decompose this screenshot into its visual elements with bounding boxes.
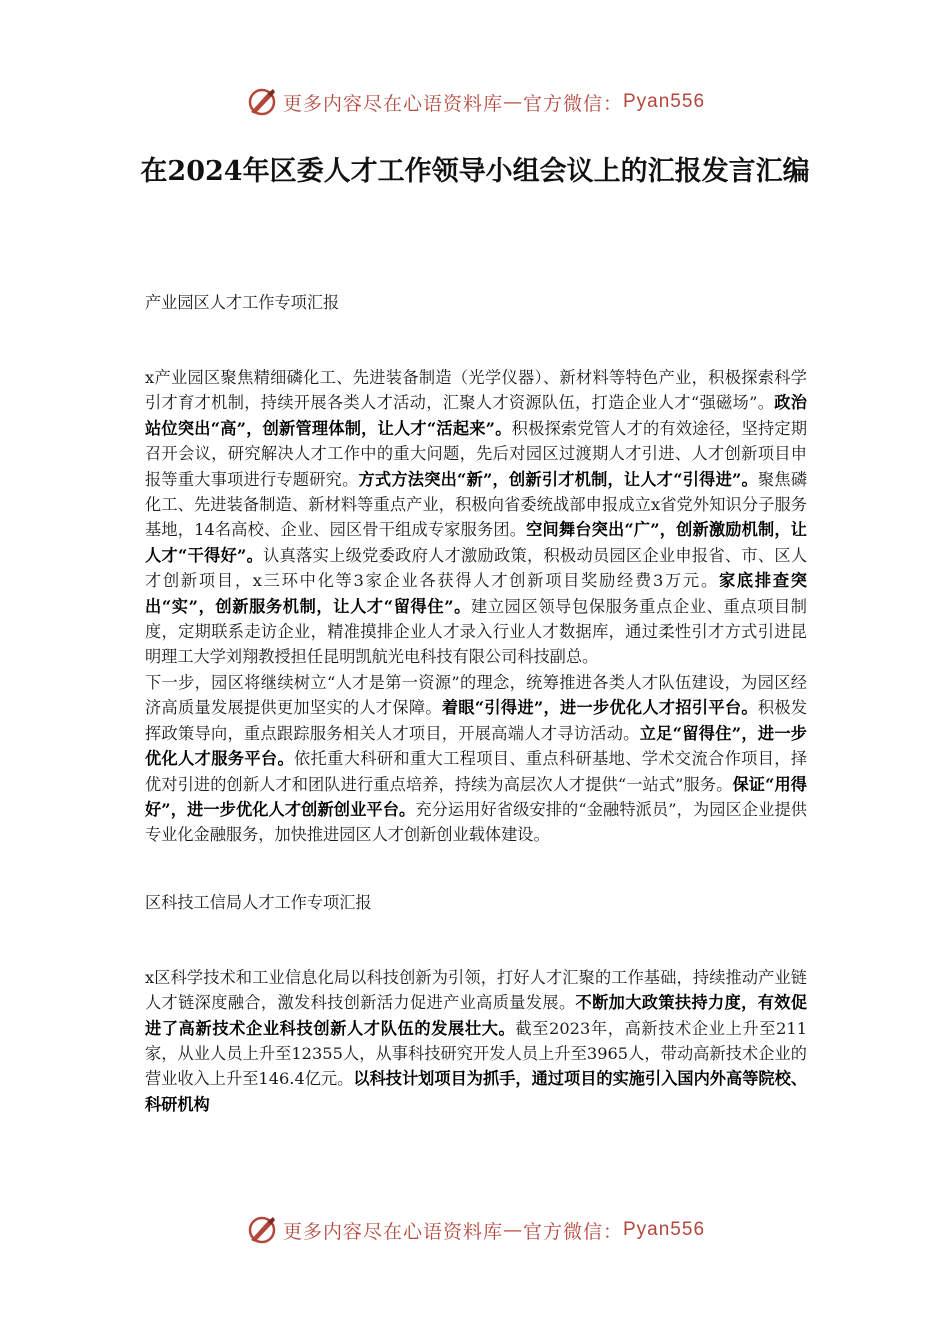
- emphasis-text: 不断加大政策扶持力度，有效促进了高新技术企业科技创新人才队伍的发展壮大。: [145, 993, 808, 1038]
- banner-separator: —: [502, 1219, 523, 1241]
- banner-text: 更多内容尽在心语资料库: [282, 92, 503, 115]
- emphasis-text: 着眼“引得进”，进一步优化人才招引平台。: [441, 698, 758, 718]
- body-text: 充分运用好省级安排的“金融特派员”，为园区企业提供专业化金融服务，加快推进园区人才创新创业载体建设。: [145, 799, 807, 845]
- body-text: 积极发挥政策导向，重点跟踪服务相关人才项目，开展高端人才寻访活动。: [145, 698, 808, 743]
- emphasis-text: 空间舞台突出“广”，创新激励机制，让人才“干得好”。: [145, 520, 807, 565]
- body-text: 积极探索党管人才的有效途径，坚持定期召开会议，研究解决人才工作中的重大问题，先后对园区过渡期人才引进、人才创新项目申报等重大事项进行专题研究。: [145, 418, 808, 489]
- body-text: 建立园区领导包保服务重点企业、重点项目制度，定期联系走访企业，精准摸排企业人才录入行业人才数据库，通过柔性引才方式引进昆明理工大学刘翔教授担任昆明凯航光电科技有限公司科技副总。: [145, 596, 807, 667]
- section2-heading: 区科技工信局人才工作专项汇报: [145, 892, 372, 912]
- section2-paragraph1: [145, 965, 807, 1117]
- brush-logo-icon: [245, 85, 279, 119]
- document-title: 在2024年区委人才工作领导小组会议上的汇报发言汇编: [140, 156, 810, 187]
- footer-watermark-banner: [0, 1210, 950, 1250]
- body-text: 截至2023年，高新技术企业上升至211家，从业人员上升至12355人，从事科技研究开发人员上升至3965人，带动高新技术企业的营业收入上升至146.4亿元。: [145, 1018, 807, 1089]
- section1-heading: 产业园区人才工作专项汇报: [145, 293, 340, 312]
- emphasis-text: 家底排查突出“实”，创新服务机制，让人才“留得住”。: [145, 571, 807, 616]
- emphasis-text: 方式方法突出“新”，创新引才机制，让人才“引得进”。: [358, 469, 758, 489]
- brush-logo-icon: [245, 1213, 279, 1247]
- emphasis-text: 以科技计划项目为抓手，通过项目的实施引入国内外高等院校、科研机构: [145, 1069, 808, 1114]
- emphasis-text: 立足“留得住”，进一步优化人才服务平台。: [145, 723, 807, 769]
- banner-wechat-label: 官方微信：: [522, 92, 623, 115]
- banner-wechat-id: Pyan556: [623, 1219, 706, 1240]
- body-text: 下一步，园区将继续树立“人才是第一资源”的理念，统筹推进各类人才队伍建设，为园区经济高质量发展提供更加坚实的人才保障。: [145, 672, 807, 718]
- section1-paragraph1: [145, 365, 807, 670]
- banner-wechat-id: Pyan556: [623, 91, 706, 112]
- body-text: 依托重大科研和重大工程项目、重点科研基地、学术交流合作项目，择优对引进的创新人才和团队进行重点培养，持续为高层次人才提供“一站式”服务。: [145, 749, 808, 794]
- header-watermark-banner: [0, 82, 950, 122]
- body-text: x产业园区聚焦精细磷化工、先进装备制造（光学仪器）、新材料等特色产业，积极探索科学引才育才机制，持续开展各类人才活动，汇聚人才资源队伍，打造企业人才“强磁场”。: [145, 368, 807, 413]
- section1-paragraph2: [145, 670, 807, 848]
- body-text: 认真落实上级党委政府人才激励政策，积极动员园区企业申报省、市、区人才创新项目，x三环中化等3家企业各获得人才创新项目奖励经费3万元。: [145, 545, 808, 591]
- document-body: [145, 290, 807, 1117]
- banner-wechat-label: 官方微信：: [522, 1220, 623, 1243]
- banner-separator: —: [502, 91, 523, 113]
- banner-text: 更多内容尽在心语资料库: [282, 1220, 503, 1243]
- body-text: x区科学技术和工业信息化局以科技创新为引领，打好人才汇聚的工作基础，持续推动产业链人才链深度融合，激发科技创新活力促进产业高质量发展。: [145, 967, 807, 1013]
- body-text: 聚焦磷化工、先进装备制造、新材料等重点产业，积极向省委统战部申报成立x省党外知识分子服务基地，14名高校、企业、园区骨干组成专家服务团。: [145, 469, 808, 540]
- emphasis-text: 政治站位突出“高”，创新管理体制，让人才“活起来”。: [145, 393, 807, 438]
- emphasis-text: 保证“用得好”，进一步优化人才创新创业平台。: [145, 774, 807, 819]
